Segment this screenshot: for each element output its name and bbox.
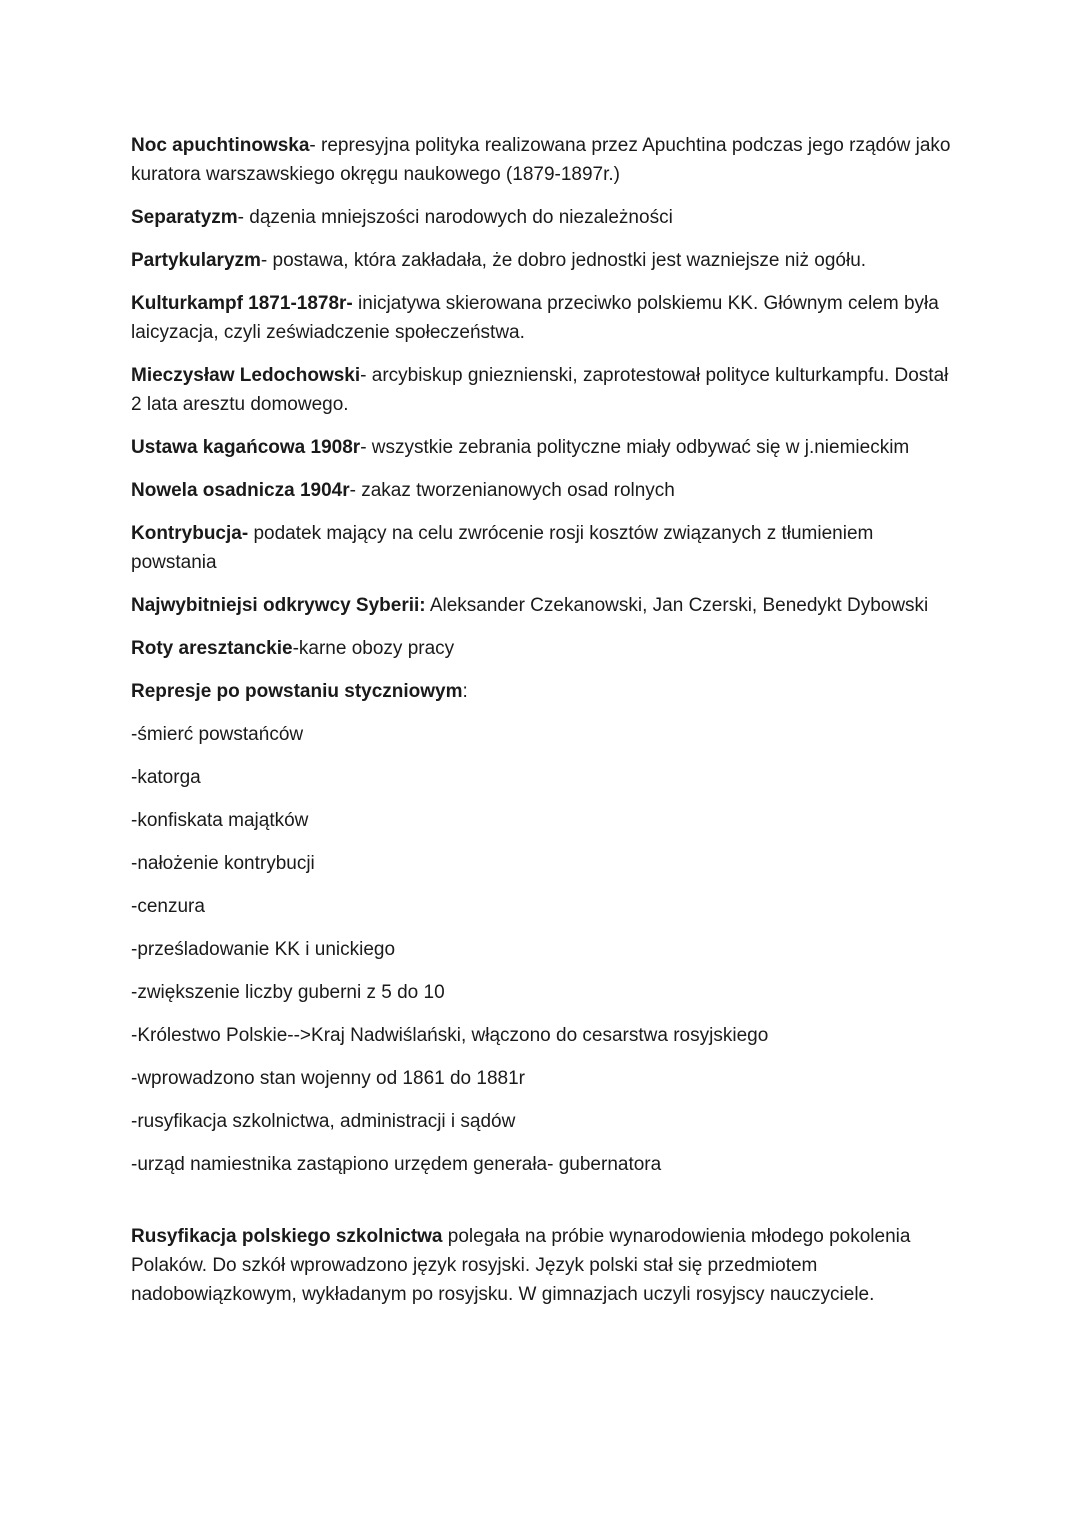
list-item: -prześladowanie KK i unickiego [131,939,396,960]
definition-entry [131,433,961,462]
list-item: -śmierć powstańców [131,724,304,745]
list-item: -urząd namiestnika zastąpiono urzędem generała- gubernatora [131,1154,662,1175]
repressions-title: Represje po powstaniu styczniowym [131,681,463,702]
definition-term: Najwybitniejsi odkrywcy Syberii: [131,595,426,616]
definitions-list [131,131,961,663]
definition-text: - arcybiskup gnieznienski, zaprotestował polityce kulturkampfu. Dostał 2 lata aresztu domowego. [131,365,949,415]
repressions-heading [131,677,961,706]
definition-term: Kulturkampf 1871-1878r- [131,293,353,314]
document-page [131,131,961,1323]
definition-entry [131,131,961,189]
definition-text: Aleksander Czekanowski, Jan Czerski, Benedykt Dybowski [425,595,929,616]
definition-term: Separatyzm [131,207,238,228]
definition-term: Partykularyzm [131,250,261,271]
definition-term: Roty aresztanckie [131,638,293,659]
definition-entry [131,634,961,663]
definition-text: - postawa, która zakładała, że dobro jednostki jest wazniejsze niż ogółu. [260,250,867,271]
definition-entry [131,476,961,505]
repressions-section [131,677,961,1179]
definition-entry [131,519,961,577]
list-item: -zwiększenie liczby guberni z 5 do 10 [131,982,445,1003]
definition-term: Kontrybucja- [131,523,249,544]
list-item: -katorga [131,767,201,788]
definition-text: - zakaz tworzenianowych osad rolnych [349,480,675,501]
list-item: -cenzura [131,896,205,917]
definition-entry [131,591,961,620]
definition-text: - dązenia mniejszości narodowych do niezależności [237,207,673,228]
definition-entry [131,289,961,347]
section-spacer [131,1193,961,1222]
repressions-title-suffix: : [462,681,468,702]
definition-term: Mieczysław Ledochowski [131,365,361,386]
definition-text: - wszystkie zebrania polityczne miały odbywać się w j.niemieckim [360,437,910,458]
definition-term: Noc apuchtinowska [131,135,310,156]
list-item: -nałożenie kontrybucji [131,853,315,874]
definition-term: Ustawa kagańcowa 1908r [131,437,361,458]
closing-paragraph [131,1222,961,1309]
list-item: -rusyfikacja szkolnictwa, administracji i sądów [131,1111,516,1132]
definition-entry [131,246,961,275]
definition-text: podatek mający na celu zwrócenie rosji kosztów związanych z tłumieniem powstania [131,523,874,573]
definition-entry [131,203,961,232]
list-item: -Królestwo Polskie-->Kraj Nadwiślański, włączono do cesarstwa rosyjskiego [131,1025,769,1046]
definition-entry [131,361,961,419]
definition-text: -karne obozy pracy [292,638,455,659]
list-item: -konfiskata majątków [131,810,309,831]
closing-text: polegała na próbie wynarodowienia młodego pokolenia Polaków. Do szkół wprowadzono język rosyjski. Język polski stał się przedmiotem nadobowiązkowym, wykładanym po rosyjsku. W gimnazjach uczyli rosyjscy nauczyciele. [131,1226,911,1305]
definition-text: - represyjna polityka realizowana przez Apuchtina podczas jego rządów jako kuratora warszawskiego okręgu naukowego (1879-1897r.) [131,135,951,185]
closing-term: Rusyfikacja polskiego szkolnictwa [131,1226,443,1247]
list-item: -wprowadzono stan wojenny od 1861 do 1881r [131,1068,525,1089]
definition-text: inicjatywa skierowana przeciwko polskiemu KK. Głównym celem była laicyzacja, czyli zeświadczenie społeczeństwa. [131,293,939,343]
definition-term: Nowela osadnicza 1904r [131,480,350,501]
